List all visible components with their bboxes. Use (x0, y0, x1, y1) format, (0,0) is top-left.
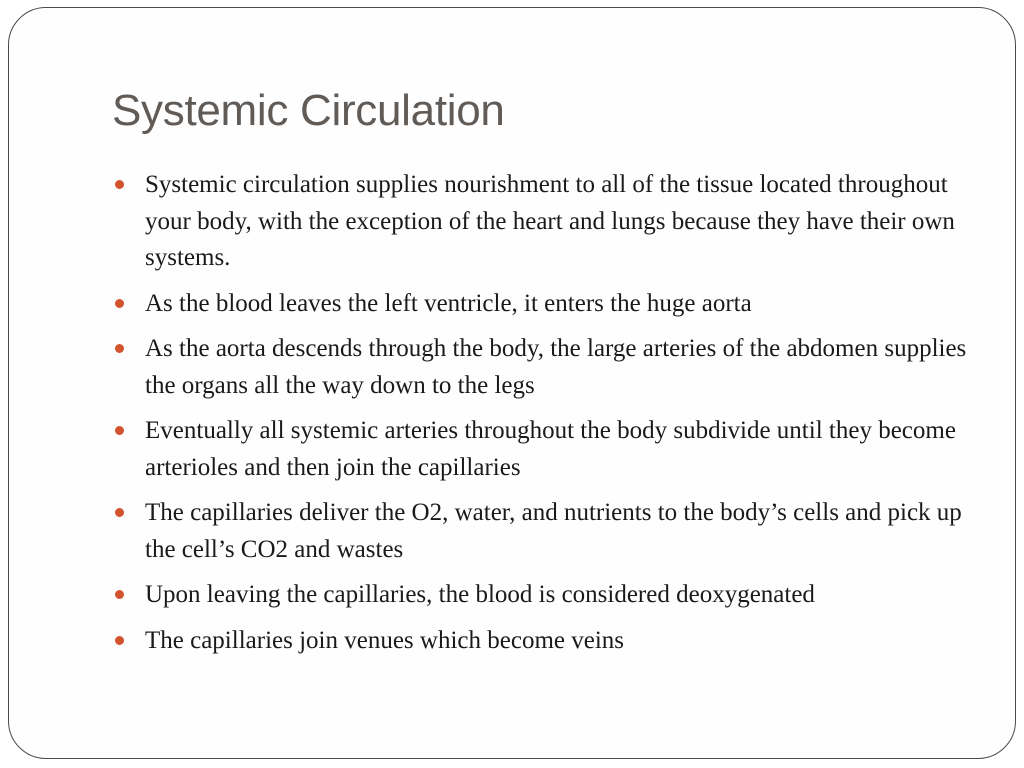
bullet-text: Eventually all systemic arteries throughout the body subdivide until they become arterioles and then join the capillaries (145, 417, 956, 481)
bullet-dot-icon (115, 299, 124, 308)
bullet-item (114, 413, 974, 486)
bullet-dot-icon (115, 508, 124, 517)
bullet-text: As the blood leaves the left ventricle, it enters the huge aorta (145, 289, 752, 317)
bullet-text: Upon leaving the capillaries, the blood is considered deoxygenated (145, 581, 815, 608)
bullet-dot-icon (115, 344, 124, 353)
bullet-text: As the aorta descends through the body, the large arteries of the abdomen supplies the organs all the way down to the legs (145, 335, 967, 399)
bullet-text: Systemic circulation supplies nourishment to all of the tissue located throughout your body, with the exception of the heart and lungs because they have their own systems. (145, 171, 955, 271)
bullet-item (114, 495, 974, 568)
bullet-dot-icon (115, 636, 124, 645)
bullet-text: The capillaries join venues which become veins (145, 626, 625, 654)
bullet-item (114, 167, 974, 277)
bullet-list (114, 167, 974, 668)
bullet-dot-icon (115, 590, 124, 599)
slide-title: Systemic Circulation (112, 86, 505, 135)
bullet-dot-icon (115, 180, 124, 189)
bullet-item (114, 286, 974, 323)
bullet-item (114, 577, 974, 614)
bullet-item (114, 331, 974, 404)
bullet-text: The capillaries deliver the O2, water, and nutrients to the body’s cells and pick up the cell’s CO2 and wastes (145, 499, 962, 563)
bullet-dot-icon (115, 426, 124, 435)
bullet-item (114, 623, 974, 660)
